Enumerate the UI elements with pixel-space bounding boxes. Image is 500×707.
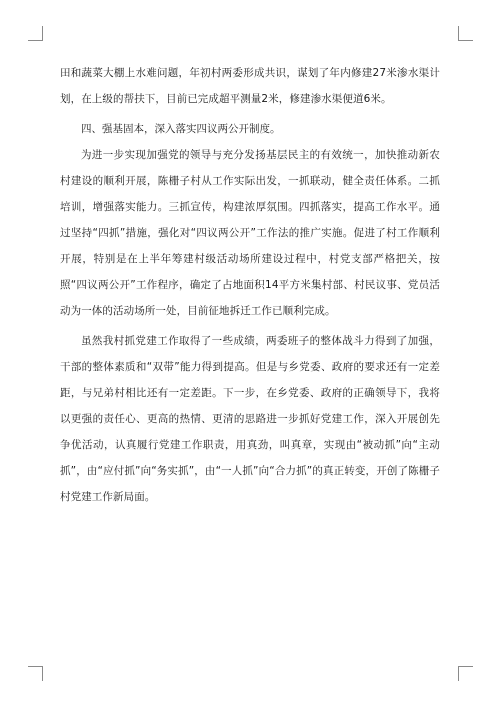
crop-mark-top-right (458, 26, 473, 41)
paragraph-continuation: 田和蔬菜大棚上水难问题，年初村两委形成共识，谋划了年内修建27米渗水渠计划，在上级的帮扶下，目前已完成超平测量2米，修建渗水渠便道6米。 (60, 67, 440, 105)
crop-mark-bottom-right (458, 666, 473, 681)
section-heading: 四、强基固本，深入落实四议两公开制度。 (81, 123, 281, 135)
paragraph-body: 虽然我村抓党建工作取得了一些成绩，两委班子的整体战斗力得到了加强，干部的整体素质和“双带”能力得到提高。但是与乡党委、政府的要求还有一定差距，与兄弟村相比还有一定差距。下一步，在乡党委、政府的正确领导下，我将以更强的责任心、更高的热情、更清的思路进一步抓好党建工作，深入开展创先争优活动，认真履行党建工作职责，用真劲，叫真章，实现由“被动抓”向“主动抓”，由“应付抓”向“务实抓”，由“一人抓”向“合力抓”的真正转变，开创了陈栅子村党建工作新局面。 (60, 335, 440, 503)
document-body (60, 60, 440, 510)
paragraph-body: 为进一步实现加强党的领导与充分发扬基层民主的有效统一，加快推动新农村建设的顺利开展，陈栅子村从工作实际出发，一抓联动，健全责任体系。二抓培训，增强落实能力。三抓宣传，构建浓厚氛围。四抓落实，提高工作水平。通过坚持“四抓”措施，强化对“四议两公开”工作法的推广实施。促进了村工作顺利开展，特别是在上半年筹建村级活动场所建设过程中，村党支部严格把关，按照“四议两公开”工作程序，确定了占地面积14平方米集村部、村民议事、党员活动为一体的活动场所一处，目前征地拆迁工作已顺利完成。 (60, 149, 440, 317)
crop-mark-bottom-left (28, 666, 43, 681)
crop-mark-top-left (28, 26, 43, 41)
